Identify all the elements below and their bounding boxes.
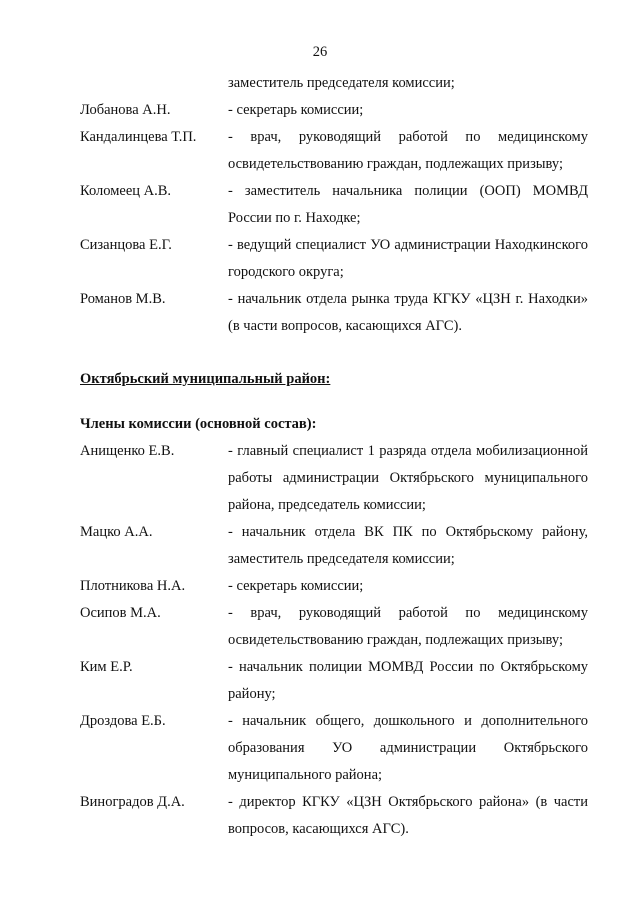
member-row [80,789,588,843]
member-role: - директор КГКУ «ЦЗН Октябрьского района» (в части вопросов, касающихся АГС). [228,794,588,837]
member-role: - ведущий специалист УО администрации Находкинского городского округа; [228,237,588,280]
member-role: - заместитель начальника полиции (ООП) МОМВД России по г. Находке; [228,183,588,226]
member-role: - врач, руководящий работой по медицинскому освидетельствованию граждан, подлежащих призыву; [228,129,588,172]
member-role: - начальник отдела рынка труда КГКУ «ЦЗН г. Находки» (в части вопросов, касающихся АГС). [228,291,588,334]
member-row [80,519,588,573]
member-row [80,97,588,124]
member-row [80,708,588,789]
member-role: - главный специалист 1 разряда отдела мобилизационной работы администрации Октябрьского муниципального района, председатель комиссии; [228,443,588,513]
member-row [80,573,588,600]
member-row [80,654,588,708]
member-name: Коломеец А.В. [80,183,172,199]
member-name: Кандалинцева Т.П. [80,129,197,145]
member-row [80,232,588,286]
subsection-heading: Члены комиссии (основной состав): [80,416,317,432]
commission-list-nakhodka [80,97,588,340]
member-row [80,286,588,340]
member-role: - начальник полиции МОМВД России по Октябрьскому району; [228,659,588,702]
member-name: Сизанцова Е.Г. [80,237,172,253]
member-name: Дроздова Е.Б. [80,713,166,729]
member-role: - секретарь комиссии; [228,578,364,594]
member-role: - начальник отдела ВК ПК по Октябрьскому району, заместитель председателя комиссии; [228,524,588,567]
member-row [80,124,588,178]
member-name: Виноградов Д.А. [80,794,185,810]
member-row [80,600,588,654]
member-row [80,178,588,232]
member-name: Осипов М.А. [80,605,161,621]
member-role: - врач, руководящий работой по медицинскому освидетельствованию граждан, подлежащих призыву; [228,605,588,648]
member-role: - начальник общего, дошкольного и дополнительного образования УО администрации Октябрьского муниципального района; [228,713,588,783]
member-name: Ким Е.Р. [80,659,133,675]
member-row [80,438,588,519]
member-name: Плотникова Н.А. [80,578,186,594]
member-role: - секретарь комиссии; [228,102,364,118]
continuation-line: заместитель председателя комиссии; [228,75,455,91]
document-body [80,70,588,843]
section-heading: Октябрьский муниципальный район: [80,371,331,387]
member-name: Романов М.В. [80,291,166,307]
member-name: Анищенко Е.В. [80,443,175,459]
member-name: Лобанова А.Н. [80,102,171,118]
commission-list-oktyabrsky [80,438,588,843]
member-name: Мацко А.А. [80,524,153,540]
page-number: 26 [312,44,328,60]
